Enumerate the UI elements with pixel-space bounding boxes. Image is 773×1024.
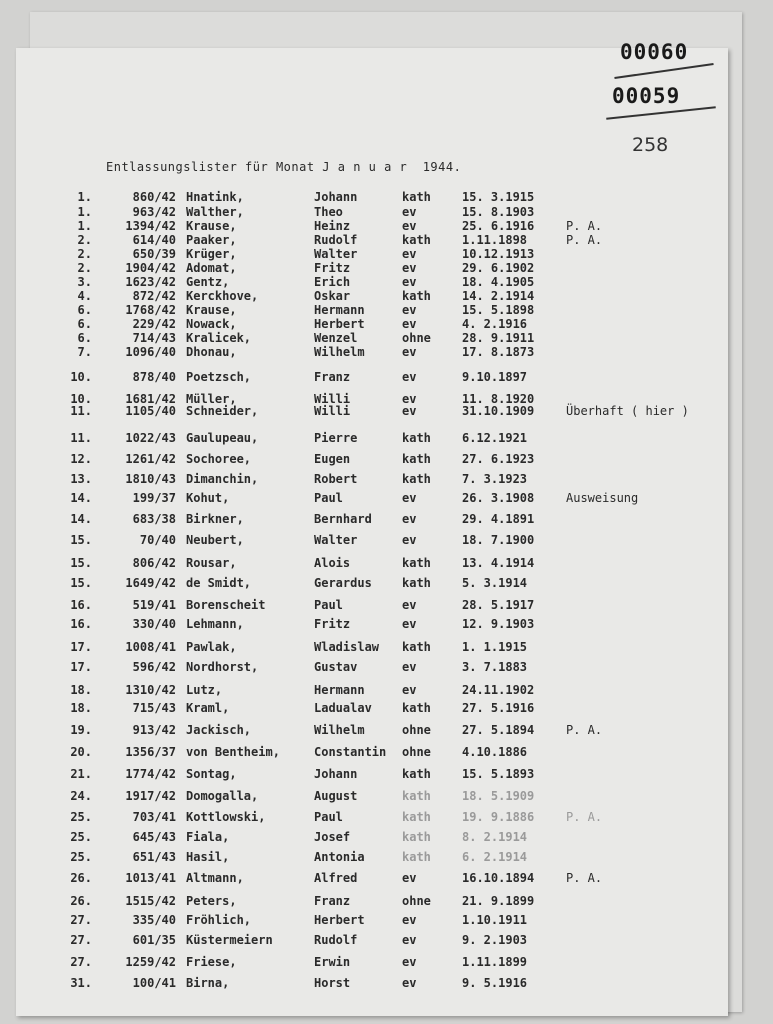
row-religion: ev (402, 345, 417, 359)
row-religion: ev (402, 275, 417, 289)
row-surname: Sontag, (186, 767, 237, 781)
row-religion: ohne (402, 723, 431, 737)
row-surname: Schneider, (186, 404, 259, 418)
row-day: 10. (70, 370, 92, 384)
row-surname: Neubert, (186, 533, 244, 547)
row-day: 4. (77, 289, 92, 303)
row-birth-date: 16.10.1894 (462, 871, 535, 885)
row-birth-date: 29. 6.1902 (462, 261, 535, 275)
row-first-name: Horst (314, 976, 351, 990)
row-day: 2. (77, 261, 92, 275)
row-surname: Kralicek, (186, 331, 252, 345)
row-day: 16. (70, 617, 92, 631)
row-birth-date: 28. 9.1911 (462, 331, 535, 345)
row-first-name: Walter (314, 533, 358, 547)
archive-stamp-top: 00060 (620, 40, 689, 64)
row-religion: kath (402, 289, 431, 303)
row-prisoner-number: 715/43 (132, 701, 176, 715)
row-day: 19. (70, 723, 92, 737)
row-prisoner-number: 1105/40 (125, 404, 176, 418)
row-day: 18. (70, 683, 92, 697)
archive-stamp-second: 00059 (612, 84, 681, 108)
row-religion: ev (402, 955, 417, 969)
row-religion: ev (402, 512, 417, 526)
row-birth-date: 8. 2.1914 (462, 830, 528, 844)
row-first-name: Gustav (314, 660, 358, 674)
row-surname: Dhonau, (186, 345, 237, 359)
list-row (0, 830, 773, 848)
row-prisoner-number: 650/39 (132, 247, 176, 261)
list-row (0, 617, 773, 635)
row-first-name: Paul (314, 598, 343, 612)
row-prisoner-number: 70/40 (139, 533, 176, 547)
row-birth-date: 15. 3.1915 (462, 190, 535, 204)
row-birth-date: 25. 6.1916 (462, 219, 535, 233)
row-note: P. A. (566, 810, 603, 824)
row-first-name: Johann (314, 190, 358, 204)
row-surname: Pawlak, (186, 640, 237, 654)
list-row (0, 810, 773, 828)
document-title: Entlassungslister für Monat J a n u a r 1944. (106, 160, 462, 174)
row-first-name: Constantin (314, 745, 387, 759)
row-prisoner-number: 645/43 (132, 830, 176, 844)
row-religion: ev (402, 913, 417, 927)
row-note: Überhaft ( hier ) (566, 404, 689, 418)
row-day: 2. (77, 247, 92, 261)
row-birth-date: 18. 7.1900 (462, 533, 535, 547)
row-day: 11. (70, 404, 92, 418)
list-row (0, 871, 773, 889)
row-birth-date: 7. 3.1923 (462, 472, 528, 486)
list-row (0, 913, 773, 931)
row-birth-date: 4. 2.1916 (462, 317, 528, 331)
row-first-name: Paul (314, 491, 343, 505)
row-first-name: Wenzel (314, 331, 358, 345)
row-religion: ev (402, 370, 417, 384)
row-first-name: Fritz (314, 261, 351, 275)
list-row (0, 491, 773, 509)
row-first-name: Herbert (314, 913, 365, 927)
list-row (0, 660, 773, 678)
row-religion: kath (402, 789, 431, 803)
row-first-name: Franz (314, 894, 351, 908)
row-birth-date: 17. 8.1873 (462, 345, 535, 359)
row-day: 15. (70, 556, 92, 570)
row-birth-date: 15. 5.1898 (462, 303, 535, 317)
row-day: 13. (70, 472, 92, 486)
row-first-name: Bernhard (314, 512, 372, 526)
list-row (0, 767, 773, 785)
row-birth-date: 4.10.1886 (462, 745, 528, 759)
row-prisoner-number: 1096/40 (125, 345, 176, 359)
list-row (0, 894, 773, 912)
row-day: 25. (70, 850, 92, 864)
row-religion: ev (402, 533, 417, 547)
list-row (0, 404, 773, 422)
list-row (0, 556, 773, 574)
row-surname: Kottlowski, (186, 810, 266, 824)
row-religion: kath (402, 830, 431, 844)
row-prisoner-number: 1810/43 (125, 472, 176, 486)
row-prisoner-number: 1623/42 (125, 275, 176, 289)
row-surname: Domogalla, (186, 789, 259, 803)
row-surname: Sochoree, (186, 452, 252, 466)
row-surname: Birkner, (186, 512, 244, 526)
row-surname: Birna, (186, 976, 230, 990)
row-surname: Krause, (186, 219, 237, 233)
row-religion: kath (402, 850, 431, 864)
row-birth-date: 21. 9.1899 (462, 894, 535, 908)
row-day: 6. (77, 317, 92, 331)
row-prisoner-number: 714/43 (132, 331, 176, 345)
row-birth-date: 9.10.1897 (462, 370, 528, 384)
row-religion: ev (402, 660, 417, 674)
row-surname: Paaker, (186, 233, 237, 247)
list-row (0, 683, 773, 701)
list-row (0, 370, 773, 388)
row-first-name: Erich (314, 275, 351, 289)
row-prisoner-number: 596/42 (132, 660, 176, 674)
row-birth-date: 15. 5.1893 (462, 767, 535, 781)
row-first-name: Theo (314, 205, 343, 219)
row-day: 6. (77, 331, 92, 345)
row-first-name: Oskar (314, 289, 351, 303)
row-first-name: Alois (314, 556, 351, 570)
list-row (0, 723, 773, 741)
row-surname: Peters, (186, 894, 237, 908)
row-surname: Friese, (186, 955, 237, 969)
row-prisoner-number: 1774/42 (125, 767, 176, 781)
row-first-name: Eugen (314, 452, 351, 466)
row-day: 18. (70, 701, 92, 715)
row-religion: ev (402, 871, 417, 885)
row-religion: kath (402, 640, 431, 654)
row-religion: ev (402, 598, 417, 612)
row-prisoner-number: 519/41 (132, 598, 176, 612)
row-day: 24. (70, 789, 92, 803)
row-birth-date: 1. 1.1915 (462, 640, 528, 654)
row-surname: von Bentheim, (186, 745, 280, 759)
row-prisoner-number: 601/35 (132, 933, 176, 947)
row-prisoner-number: 806/42 (132, 556, 176, 570)
row-surname: Nordhorst, (186, 660, 259, 674)
row-surname: Küstermeiern (186, 933, 273, 947)
row-note: P. A. (566, 233, 603, 247)
row-religion: ev (402, 219, 417, 233)
row-day: 1. (77, 205, 92, 219)
row-first-name: Wilhelm (314, 345, 365, 359)
row-prisoner-number: 335/40 (132, 913, 176, 927)
row-religion: ev (402, 683, 417, 697)
row-first-name: Paul (314, 810, 343, 824)
row-religion: ev (402, 205, 417, 219)
row-birth-date: 19. 9.1886 (462, 810, 535, 824)
row-first-name: August (314, 789, 358, 803)
list-row (0, 472, 773, 490)
list-row (0, 976, 773, 994)
row-day: 14. (70, 491, 92, 505)
row-religion: kath (402, 556, 431, 570)
row-day: 10. (70, 392, 92, 406)
list-row (0, 933, 773, 951)
row-first-name: Josef (314, 830, 351, 844)
row-birth-date: 10.12.1913 (462, 247, 535, 261)
row-surname: Altmann, (186, 871, 244, 885)
row-prisoner-number: 1681/42 (125, 392, 176, 406)
list-row (0, 533, 773, 551)
row-first-name: Herbert (314, 317, 365, 331)
row-first-name: Wilhelm (314, 723, 365, 737)
row-surname: Poetzsch, (186, 370, 252, 384)
row-day: 14. (70, 512, 92, 526)
row-surname: Hasil, (186, 850, 230, 864)
row-day: 15. (70, 576, 92, 590)
row-surname: Lehmann, (186, 617, 244, 631)
row-birth-date: 26. 3.1908 (462, 491, 535, 505)
row-prisoner-number: 1917/42 (125, 789, 176, 803)
row-religion: ev (402, 976, 417, 990)
row-first-name: Rudolf (314, 233, 358, 247)
row-day: 21. (70, 767, 92, 781)
row-first-name: Wladislaw (314, 640, 380, 654)
row-surname: Fröhlich, (186, 913, 252, 927)
row-religion: ohne (402, 331, 431, 345)
row-first-name: Franz (314, 370, 351, 384)
row-religion: ev (402, 303, 417, 317)
row-day: 12. (70, 452, 92, 466)
row-religion: ev (402, 261, 417, 275)
row-first-name: Pierre (314, 431, 358, 445)
row-day: 27. (70, 933, 92, 947)
row-first-name: Hermann (314, 683, 365, 697)
row-religion: kath (402, 472, 431, 486)
list-row (0, 452, 773, 470)
row-prisoner-number: 100/41 (132, 976, 176, 990)
row-religion: ev (402, 617, 417, 631)
row-prisoner-number: 878/40 (132, 370, 176, 384)
row-religion: kath (402, 810, 431, 824)
row-day: 17. (70, 660, 92, 674)
row-surname: Rousar, (186, 556, 237, 570)
row-religion: ev (402, 933, 417, 947)
row-birth-date: 3. 7.1883 (462, 660, 528, 674)
row-first-name: Erwin (314, 955, 351, 969)
row-prisoner-number: 1259/42 (125, 955, 176, 969)
row-prisoner-number: 1649/42 (125, 576, 176, 590)
row-birth-date: 6.12.1921 (462, 431, 528, 445)
row-birth-date: 18. 5.1909 (462, 789, 535, 803)
row-birth-date: 27. 6.1923 (462, 452, 535, 466)
row-day: 3. (77, 275, 92, 289)
row-first-name: Willi (314, 392, 351, 406)
row-prisoner-number: 860/42 (132, 190, 176, 204)
row-day: 7. (77, 345, 92, 359)
row-religion: kath (402, 233, 431, 247)
row-prisoner-number: 963/42 (132, 205, 176, 219)
row-first-name: Hermann (314, 303, 365, 317)
row-prisoner-number: 1904/42 (125, 261, 176, 275)
row-religion: ev (402, 491, 417, 505)
row-surname: Müller, (186, 392, 237, 406)
row-birth-date: 27. 5.1894 (462, 723, 535, 737)
row-first-name: Alfred (314, 871, 358, 885)
row-birth-date: 12. 9.1903 (462, 617, 535, 631)
row-religion: kath (402, 190, 431, 204)
row-surname: Dimanchin, (186, 472, 259, 486)
row-day: 16. (70, 598, 92, 612)
row-birth-date: 24.11.1902 (462, 683, 535, 697)
row-first-name: Antonia (314, 850, 365, 864)
row-surname: Nowack, (186, 317, 237, 331)
row-first-name: Robert (314, 472, 358, 486)
row-day: 11. (70, 431, 92, 445)
row-prisoner-number: 872/42 (132, 289, 176, 303)
row-day: 26. (70, 871, 92, 885)
row-religion: kath (402, 452, 431, 466)
row-day: 27. (70, 955, 92, 969)
row-day: 2. (77, 233, 92, 247)
row-prisoner-number: 1008/41 (125, 640, 176, 654)
row-birth-date: 28. 5.1917 (462, 598, 535, 612)
row-birth-date: 31.10.1909 (462, 404, 535, 418)
row-religion: ev (402, 247, 417, 261)
row-day: 1. (77, 219, 92, 233)
row-surname: Krause, (186, 303, 237, 317)
row-prisoner-number: 1768/42 (125, 303, 176, 317)
row-birth-date: 18. 4.1905 (462, 275, 535, 289)
row-birth-date: 14. 2.1914 (462, 289, 535, 303)
row-surname: Kraml, (186, 701, 230, 715)
row-prisoner-number: 199/37 (132, 491, 176, 505)
row-religion: kath (402, 701, 431, 715)
row-day: 26. (70, 894, 92, 908)
row-prisoner-number: 330/40 (132, 617, 176, 631)
list-row (0, 431, 773, 449)
row-prisoner-number: 1022/43 (125, 431, 176, 445)
list-row (0, 789, 773, 807)
row-surname: Kerckhove, (186, 289, 259, 303)
row-day: 6. (77, 303, 92, 317)
row-day: 25. (70, 810, 92, 824)
row-surname: Kohut, (186, 491, 230, 505)
row-birth-date: 6. 2.1914 (462, 850, 528, 864)
row-prisoner-number: 1013/41 (125, 871, 176, 885)
row-prisoner-number: 229/42 (132, 317, 176, 331)
row-birth-date: 13. 4.1914 (462, 556, 535, 570)
row-prisoner-number: 1261/42 (125, 452, 176, 466)
list-row (0, 512, 773, 530)
row-birth-date: 15. 8.1903 (462, 205, 535, 219)
row-religion: kath (402, 576, 431, 590)
row-day: 17. (70, 640, 92, 654)
row-religion: ev (402, 317, 417, 331)
row-prisoner-number: 1310/42 (125, 683, 176, 697)
row-religion: ev (402, 392, 417, 406)
row-surname: Krüger, (186, 247, 237, 261)
row-birth-date: 11. 8.1920 (462, 392, 535, 406)
row-day: 31. (70, 976, 92, 990)
list-row (0, 576, 773, 594)
row-surname: Borenscheit (186, 598, 266, 612)
row-day: 20. (70, 745, 92, 759)
row-first-name: Rudolf (314, 933, 358, 947)
row-birth-date: 1.10.1911 (462, 913, 528, 927)
row-surname: Fiala, (186, 830, 230, 844)
list-row (0, 701, 773, 719)
list-row (0, 598, 773, 616)
row-birth-date: 9. 5.1916 (462, 976, 528, 990)
row-first-name: Johann (314, 767, 358, 781)
row-surname: Gaulupeau, (186, 431, 259, 445)
row-prisoner-number: 1356/37 (125, 745, 176, 759)
row-note: P. A. (566, 723, 603, 737)
row-surname: Adomat, (186, 261, 237, 275)
row-religion: ohne (402, 745, 431, 759)
row-surname: Jackisch, (186, 723, 252, 737)
row-prisoner-number: 651/43 (132, 850, 176, 864)
row-note: P. A. (566, 871, 603, 885)
list-row (0, 345, 773, 363)
row-first-name: Ladualav (314, 701, 372, 715)
row-first-name: Willi (314, 404, 351, 418)
row-birth-date: 1.11.1899 (462, 955, 528, 969)
row-day: 15. (70, 533, 92, 547)
row-religion: ev (402, 404, 417, 418)
row-surname: Lutz, (186, 683, 223, 697)
row-prisoner-number: 703/41 (132, 810, 176, 824)
row-first-name: Heinz (314, 219, 351, 233)
list-row (0, 955, 773, 973)
list-row (0, 850, 773, 868)
row-note: P. A. (566, 219, 603, 233)
row-prisoner-number: 683/38 (132, 512, 176, 526)
row-surname: Hnatink, (186, 190, 244, 204)
row-religion: kath (402, 431, 431, 445)
list-row (0, 640, 773, 658)
row-day: 25. (70, 830, 92, 844)
row-birth-date: 9. 2.1903 (462, 933, 528, 947)
list-row (0, 745, 773, 763)
row-birth-date: 1.11.1898 (462, 233, 528, 247)
page-number: 258 (632, 134, 669, 156)
row-religion: ohne (402, 894, 431, 908)
row-birth-date: 5. 3.1914 (462, 576, 528, 590)
row-first-name: Gerardus (314, 576, 372, 590)
row-surname: Walther, (186, 205, 244, 219)
row-prisoner-number: 614/40 (132, 233, 176, 247)
row-surname: de Smidt, (186, 576, 252, 590)
row-first-name: Walter (314, 247, 358, 261)
row-day: 27. (70, 913, 92, 927)
row-day: 1. (77, 190, 92, 204)
row-birth-date: 27. 5.1916 (462, 701, 535, 715)
row-prisoner-number: 1394/42 (125, 219, 176, 233)
row-prisoner-number: 1515/42 (125, 894, 176, 908)
row-first-name: Fritz (314, 617, 351, 631)
row-religion: kath (402, 767, 431, 781)
row-birth-date: 29. 4.1891 (462, 512, 535, 526)
row-prisoner-number: 913/42 (132, 723, 176, 737)
row-note: Ausweisung (566, 491, 639, 505)
row-surname: Gentz, (186, 275, 230, 289)
